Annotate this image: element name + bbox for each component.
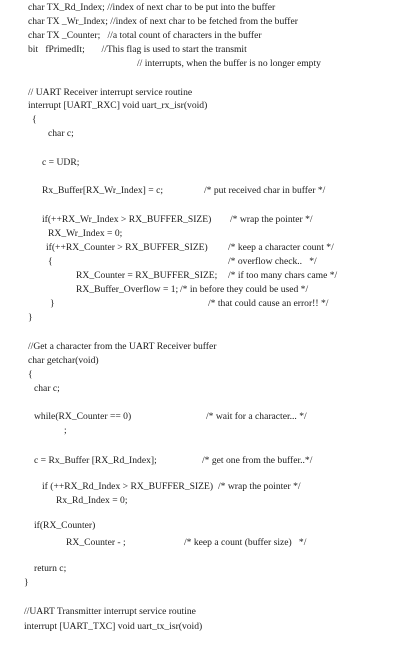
code-line: char TX _Counter; //a total count of characters in the buffer [28, 30, 262, 41]
code-line: } [28, 312, 33, 323]
code-line: return c; [34, 563, 67, 574]
code-comment: /* get one from the buffer..*/ [202, 455, 313, 466]
code-line: //Get a character from the UART Receiver buffer [28, 341, 217, 352]
code-line: { [32, 114, 37, 125]
code-line: if(++RX_Counter > RX_BUFFER_SIZE) [46, 242, 208, 253]
code-line: char c; [48, 128, 74, 139]
code-line: RX_Counter - ; [66, 537, 126, 548]
code-comment: /* keep a count (buffer size) */ [184, 537, 307, 548]
code-comment: /* in before they could be used */ [180, 284, 309, 295]
code-line: if(RX_Counter) [34, 520, 96, 531]
code-comment: /* if too many chars came */ [228, 270, 338, 281]
code-comment: /* keep a character count */ [228, 242, 334, 253]
code-line: } [50, 298, 55, 309]
code-line: RX_Counter = RX_BUFFER_SIZE; [76, 270, 218, 281]
code-line: interrupt [UART_TXC] void uart_tx_isr(void) [24, 621, 203, 632]
code-comment: /* put received char in buffer */ [204, 185, 326, 196]
code-line: c = Rx_Buffer [RX_Rd_Index]; [34, 455, 157, 466]
code-line: RX_Buffer_Overflow = 1; [76, 284, 179, 295]
code-comment: /* wrap the pointer */ [230, 214, 313, 225]
code-line: { [48, 256, 53, 267]
code-line: char c; [34, 383, 60, 394]
code-line: char TX_Rd_Index; //index of next char to be put into the buffer [28, 2, 276, 13]
code-line: } [24, 577, 29, 588]
code-line: char getchar(void) [28, 355, 99, 366]
code-line: if (++RX_Rd_Index > RX_BUFFER_SIZE) [42, 481, 214, 492]
code-line: c = UDR; [42, 157, 80, 168]
code-line: ; [64, 425, 67, 436]
code-line: //UART Transmitter interrupt service routine [24, 606, 196, 617]
code-line: { [28, 369, 33, 380]
code-line: char TX _Wr_Index; //index of next char to be fetched from the buffer [28, 16, 298, 27]
code-comment: /* wrap the pointer */ [218, 481, 301, 492]
code-line: RX_Wr_Index = 0; [48, 228, 123, 239]
code-line: Rx_Buffer[RX_Wr_Index] = c; [42, 185, 164, 196]
code-line: // interrupts, when the buffer is no longer empty [137, 58, 321, 69]
code-line: // UART Receiver interrupt service routine [28, 87, 193, 98]
code-line: Rx_Rd_Index = 0; [56, 495, 128, 506]
code-line: while(RX_Counter == 0) [34, 411, 132, 422]
code-comment: /* overflow check.. */ [228, 256, 317, 267]
code-comment: /* that could cause an error!! */ [208, 298, 329, 309]
code-line: bit fPrimedIt; //This flag is used to start the transmit [28, 44, 247, 55]
code-line: interrupt [UART_RXC] void uart_rx_isr(void) [28, 100, 208, 111]
code-comment: /* wait for a character... */ [206, 411, 307, 422]
code-line: if(++RX_Wr_Index > RX_BUFFER_SIZE) [42, 214, 212, 225]
